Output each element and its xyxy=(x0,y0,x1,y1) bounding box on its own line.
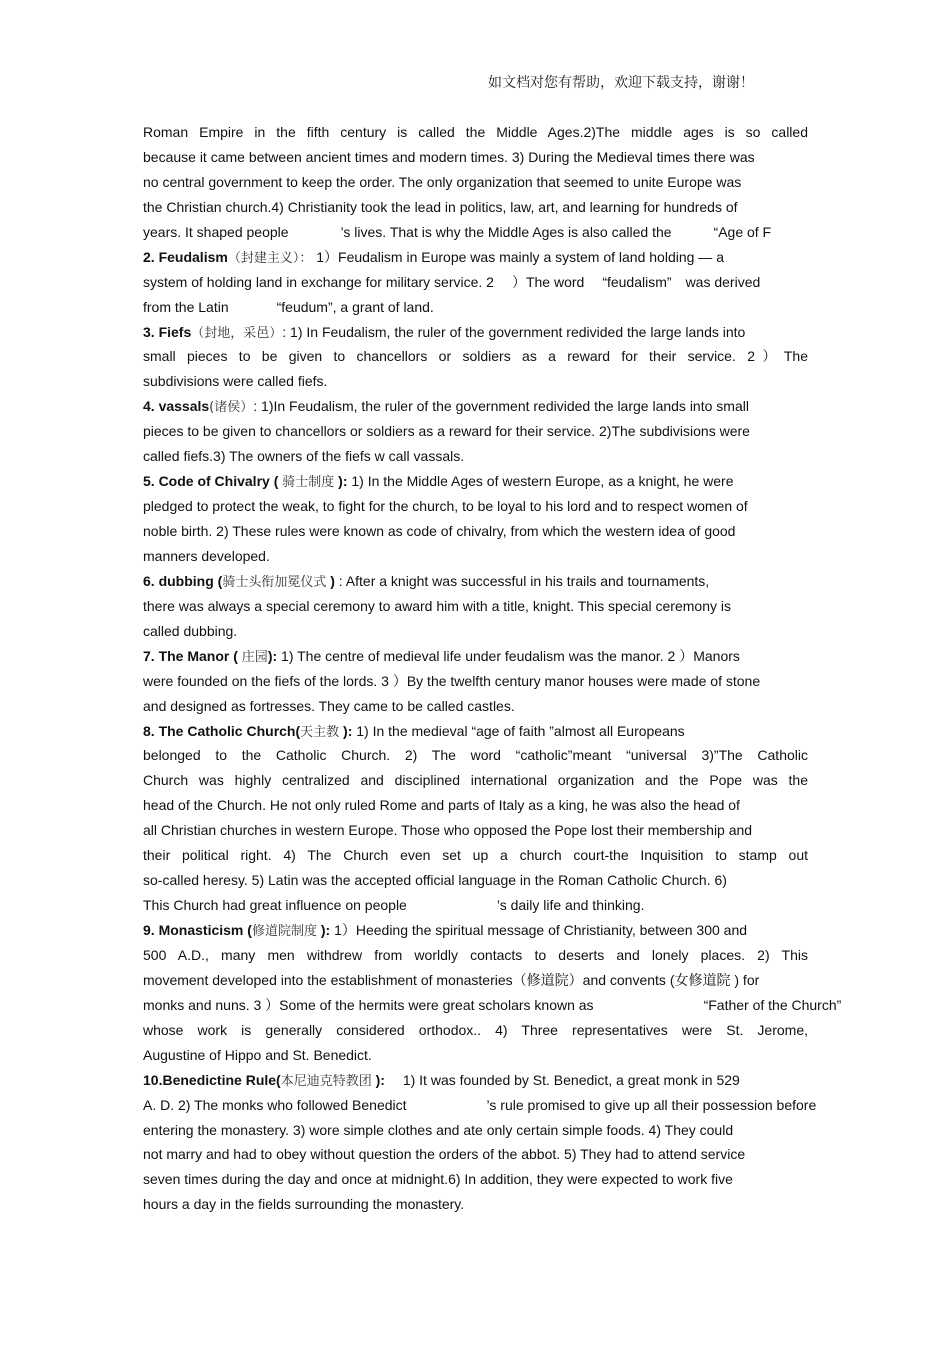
text-fragment: 1）Heeding the spiritual message of Christianity, between 300 and xyxy=(334,922,748,938)
section-monasticism xyxy=(143,918,808,943)
paragraph-line: and designed as fortresses. They came to be called castles. xyxy=(143,697,515,714)
page-header-note: 如文档对您有帮助，欢迎下载支持，谢谢！ xyxy=(488,75,754,91)
paragraph-line: movement developed into the establishment of monasteries（修道院）and convents (女修道院 ) for xyxy=(143,971,760,988)
paragraph-line: noble birth. 2) These rules were known as code of chivalry, from which the western idea of good xyxy=(143,523,736,539)
document-body xyxy=(143,120,842,1217)
text-fragment: ’s rule promised to give up all their possession before xyxy=(486,1096,817,1113)
section-term-chinese: 本尼迪克特教团 xyxy=(280,1073,372,1089)
text-fragment: : 1) In Feudalism, the ruler of the government redivided the large lands into xyxy=(282,323,746,340)
section-term: 6. dubbing ( xyxy=(143,572,223,589)
section-term: 4. vassals xyxy=(143,398,210,415)
section-term-chinese: （封地，采邑） xyxy=(191,325,283,341)
section-code-of-chivalry xyxy=(143,469,808,494)
section-dubbing xyxy=(143,569,808,594)
paragraph-line: seven times during the day and once at midnight.6) In addition, they were expected to work five xyxy=(143,1171,733,1188)
section-term-chinese: (诸侯） xyxy=(209,400,254,416)
text-fragment: : After a knight was successful in his trails and tournaments, xyxy=(338,572,710,589)
text-fragment: 1）Feudalism in Europe was mainly a system of land holding — a xyxy=(316,248,724,265)
paragraph-line xyxy=(143,220,808,245)
paragraph-line xyxy=(143,993,842,1018)
paragraph-line: were founded on the fiefs of the lords. 3 ）By the twelfth century manor houses were made of stone xyxy=(143,672,761,689)
section-term: Fiefs xyxy=(158,323,192,340)
text-fragment: This Church had great influence on people xyxy=(143,897,407,914)
paragraph-line: all Christian churches in western Europe. Those who opposed the Pope lost their membership and xyxy=(143,822,753,839)
section-term: The Catholic Church( xyxy=(158,722,301,739)
text-fragment: A. D. 2) The monks who followed Benedict xyxy=(143,1096,407,1113)
text-fragment: ’s lives. That is why the Middle Ages is also called the xyxy=(340,223,672,240)
section-manor xyxy=(143,644,808,669)
paragraph-line: there was always a special ceremony to award him with a title, knight. This special ceremony is xyxy=(143,597,731,614)
paragraph-line: belonged to the Catholic Church. 2) The word “catholic”meant “universal 3)”The Catholic xyxy=(143,747,808,764)
section-term-close: ): xyxy=(343,722,353,739)
paragraph-line: so-called heresy. 5) Latin was the accepted official language in the Roman Catholic Church. 6) xyxy=(143,872,727,889)
text-fragment: 1) In the Middle Ages of western Europe, as a knight, he were xyxy=(351,473,734,490)
section-term: Monasticism ( xyxy=(158,922,252,938)
text-fragment: 1) It was founded by St. Benedict, a great monk in 529 xyxy=(402,1071,740,1088)
paragraph-line: pledged to protect the weak, to fight for the church, to be loyal to his lord and to respect women of xyxy=(143,498,748,515)
paragraph-line: subdivisions were called fiefs. xyxy=(143,373,328,390)
text-fragment: 1) In the medieval “age of faith ”almost all Europeans xyxy=(356,722,685,739)
paragraph-line: the Christian church.4) Christianity took the lead in politics, law, art, and learning for hundreds of xyxy=(143,198,738,215)
text-fragment: : 1)In Feudalism, the ruler of the government redivided the large lands into small xyxy=(253,398,749,415)
section-vassals xyxy=(143,394,808,419)
paragraph-line: called dubbing. xyxy=(143,622,238,639)
text-fragment: ）The word xyxy=(511,273,585,290)
text-fragment: from the Latin xyxy=(143,298,229,315)
text-fragment: years. It shaped people xyxy=(143,223,289,240)
section-fiefs xyxy=(143,320,808,345)
section-term-chinese: 天主教 xyxy=(300,724,340,740)
text-fragment: “Age of F xyxy=(713,223,772,240)
section-term-close: ) xyxy=(330,572,335,589)
paragraph-line: whose work is generally considered orthodox.. 4) Three representatives were St. Jerome, xyxy=(143,1021,808,1038)
section-catholic-church xyxy=(143,719,808,744)
paragraph-line: no central government to keep the order. The only organization that seemed to unite Europe was xyxy=(143,173,742,190)
section-term-close: ): xyxy=(338,473,348,490)
section-number: 2. xyxy=(143,248,155,265)
paragraph-line xyxy=(143,1093,817,1118)
section-term: 5. Code of Chivalry ( xyxy=(143,473,279,490)
paragraph-line: pieces to be given to chancellors or soldiers as a reward for their service. 2)The subdivisions were xyxy=(143,423,750,440)
section-term-chinese: 修道院制度 xyxy=(251,924,317,939)
paragraph-line: manners developed. xyxy=(143,547,270,564)
section-term-chinese: 骑士制度 xyxy=(282,475,335,491)
section-term-close: ): xyxy=(320,922,331,938)
paragraph-line: small pieces to be given to chancellors or soldiers as a reward for their service. 2）The xyxy=(143,348,808,365)
section-term: Feudalism xyxy=(158,248,228,265)
text-fragment: “feudum”, a grant of land. xyxy=(276,298,434,315)
text-fragment: system of holding land in exchange for military service. 2 xyxy=(143,273,494,290)
paragraph-line: Church was highly centralized and disciplined international organization and the Pope was the xyxy=(143,772,808,789)
paragraph-line: hours a day in the fields surrounding the monastery. xyxy=(143,1196,465,1213)
section-term-close: ): xyxy=(375,1071,385,1088)
text-fragment: 1) The centre of medieval life under feudalism was the manor. 2 ）Manors xyxy=(281,647,740,664)
paragraph-line: 500 A.D., many men withdrew from worldly contacts to deserts and lonely places. 2) This xyxy=(143,946,808,963)
section-number: 8. xyxy=(143,722,155,739)
text-fragment: was derived xyxy=(685,273,761,290)
section-term: 7. The Manor ( xyxy=(143,647,238,664)
text-fragment: “Father of the Church” xyxy=(703,996,842,1013)
paragraph-line: Roman Empire in the fifth century is called the Middle Ages.2)The middle ages is so called xyxy=(143,124,808,140)
text-fragment: monks and nuns. 3 ）Some of the hermits were great scholars known as xyxy=(143,996,594,1013)
text-fragment: “feudalism” xyxy=(602,273,672,290)
section-term-chinese: 庄园 xyxy=(241,649,268,665)
paragraph-line xyxy=(143,270,808,295)
section-term-chinese: （封建主义）： xyxy=(227,250,313,266)
section-number: 3. xyxy=(143,323,155,340)
text-fragment: ’s daily life and thinking. xyxy=(496,897,645,914)
section-term-close: ): xyxy=(267,647,278,664)
section-term: 10.Benedictine Rule( xyxy=(143,1071,281,1088)
paragraph-line xyxy=(143,893,808,918)
paragraph-line: entering the monastery. 3) wore simple clothes and ate only certain simple foods. 4) They could xyxy=(143,1121,734,1138)
section-feudalism xyxy=(143,245,808,270)
paragraph-line: because it came between ancient times and modern times. 3) During the Medieval times there was xyxy=(143,148,755,165)
paragraph-line: head of the Church. He not only ruled Rome and parts of Italy as a king, he was also the head of xyxy=(143,797,740,814)
section-benedictine-rule xyxy=(143,1068,808,1093)
section-number: 9. xyxy=(143,922,155,938)
paragraph-line: called fiefs.3) The owners of the fiefs w call vassals. xyxy=(143,448,465,465)
paragraph-line: their political right. 4) The Church even set up a church court-the Inquisition to stamp out xyxy=(143,847,808,864)
section-term-chinese: 骑士头衔加冕仪式 xyxy=(222,574,327,590)
paragraph-line xyxy=(143,295,808,320)
paragraph-line: Augustine of Hippo and St. Benedict. xyxy=(143,1046,372,1063)
paragraph-line: not marry and had to obey without question the orders of the abbot. 5) They had to attend service xyxy=(143,1146,746,1163)
